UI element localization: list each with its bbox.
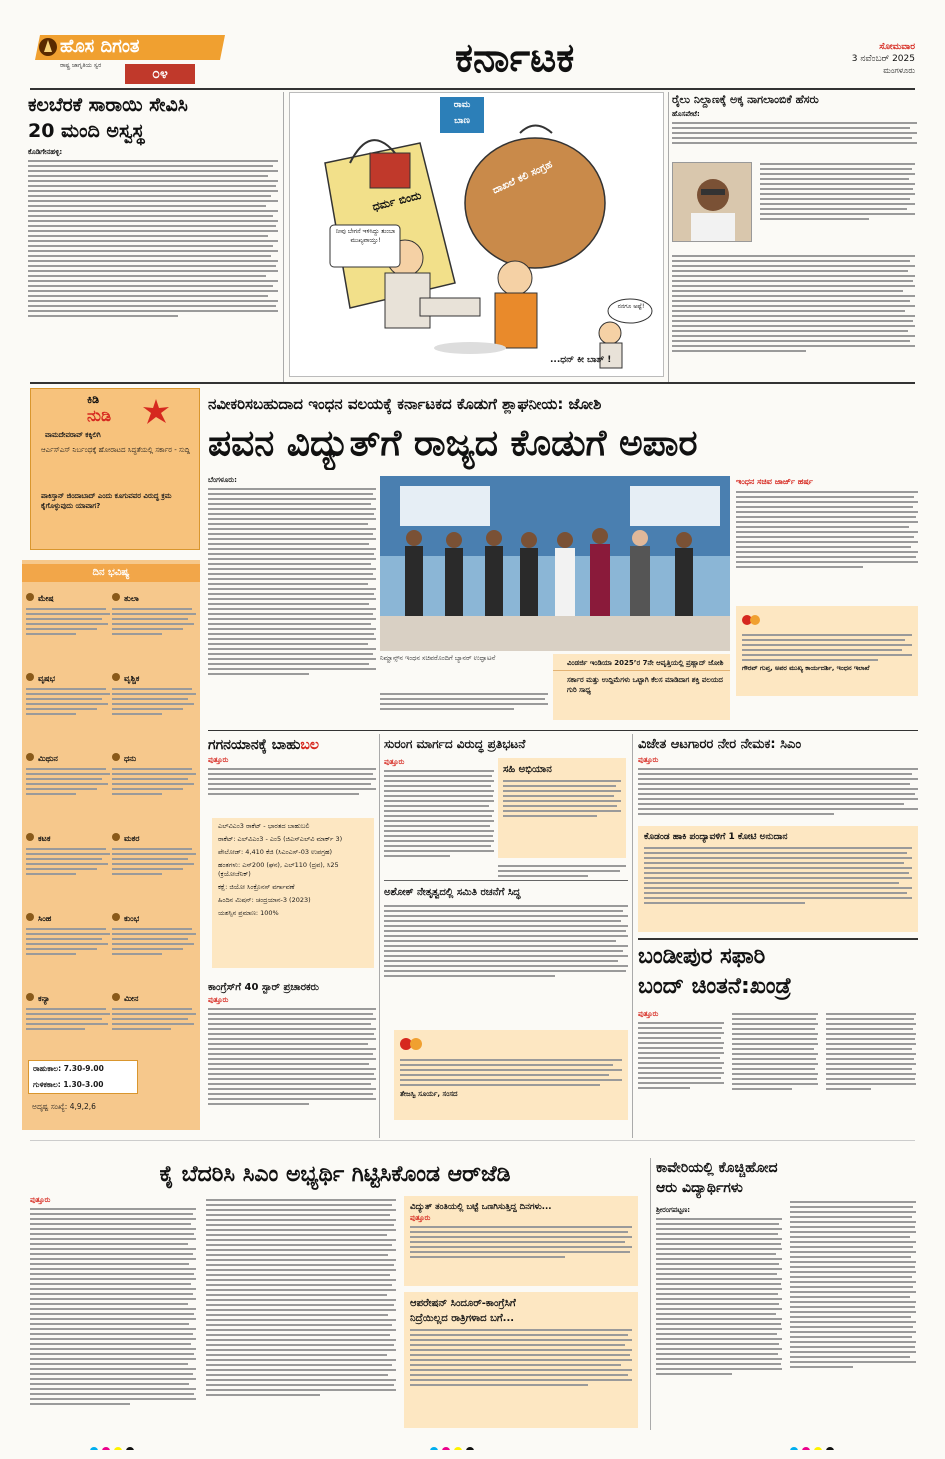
winners-box-text (644, 847, 912, 904)
column-divider (668, 92, 669, 382)
masthead-divider (30, 88, 915, 90)
lead-body-col (208, 476, 376, 716)
reg-mark-left (90, 1440, 150, 1450)
horoscope-grid (26, 586, 196, 1056)
sign-label: ಮೇಷ (38, 594, 54, 603)
bag-left-label: ಧರ್ಮ ಬಿಂದು (371, 188, 423, 214)
story-congress (208, 980, 376, 1140)
kidi-title-1: ಕಿಡಿ (87, 393, 100, 406)
sign-dhanu (112, 746, 196, 824)
winners-box (638, 826, 918, 932)
horoscope (22, 560, 200, 1130)
sign-text (26, 768, 110, 795)
sign-text (26, 688, 110, 715)
rjd-col-1 (30, 1196, 196, 1428)
sindoor-text (410, 1329, 632, 1386)
sign-mesha (26, 586, 110, 664)
person-photo-icon (673, 163, 752, 242)
section-divider (30, 1140, 915, 1141)
sidebar-quote (736, 606, 918, 696)
rjd-dateline: ಪುತ್ತೂರು (30, 1196, 51, 1204)
section-divider (384, 880, 628, 881)
story-tunnel (384, 734, 628, 894)
sign-text (112, 768, 196, 795)
spec-item: ಕಕ್ಷೆ: ಜಿಯೋ ಸಿಂಕ್ರೊನಸ್ ವರ್ಗಾವಣೆ (218, 883, 295, 891)
rail-text-lines (672, 122, 917, 144)
sign-makara (112, 826, 196, 904)
sign-text (112, 1008, 196, 1030)
sign-label: ವೃಷಭ (38, 674, 55, 683)
sindoor-headline-2: ನಿದ್ರೆಯಿಲ್ಲದ ರಾತ್ರಿಗಳಾದ ಬಗೆ... (410, 1313, 515, 1324)
congress-headline: ಕಾಂಗ್ರೆಸ್‌ಗೆ 40 ಸ್ಟಾರ್ ಪ್ರಚಾರಕರು (208, 982, 319, 993)
kaveri-dateline: ಶ್ರೀರಂಗಪಟ್ಟಣ: (656, 1206, 691, 1214)
ashok-text (384, 905, 628, 977)
sign-label: ಮಿಥುನ (38, 754, 58, 763)
section-title: ಕರ್ನಾಟಕ (455, 35, 575, 81)
electric-headline: ವಿದ್ಯುತ್ ತಂತಿಯಲ್ಲಿ ಬಟ್ಟೆ ಒಣಗಿಸುತ್ತಿದ್ದ ದಿನಗಳು... (410, 1202, 552, 1212)
kaveri-col-1 (656, 1206, 782, 1430)
tunnel-box (498, 758, 626, 858)
spec-item: ಯಶಸ್ಸಿನ ಪ್ರಮಾಣ: 100% (218, 909, 279, 917)
date-block (815, 42, 915, 86)
makara-icon (112, 833, 120, 841)
tunnel-text (384, 770, 494, 857)
lead-point-1: ವಿಂಡರ್ಜಿ ಇಂಡಿಯಾ 2025’ರ 7ನೇ ಆವೃತ್ತಿಯಲ್ಲಿ ಪ್ರಹ್ಲಾದ್ ಜೋಶಿ (553, 654, 730, 671)
tunnel-box-title: ಸಹಿ ಅಭಿಯಾನ (503, 764, 552, 775)
sign-label: ಕುಂಭ (124, 914, 140, 923)
sign-text (112, 928, 196, 955)
logo-title: ಹೊಸ ದಿಗಂತ (60, 36, 140, 57)
cartoon-speech: ನೀವು ಬೇಗನೆ ಇಳಿಸಿದ್ದು ತುಂಬಾ ಮುಖ್ಯವಾಯ್ತು! (335, 228, 396, 244)
sign-label: ಮೀನ (124, 994, 139, 1003)
rjd-headline: ಕೈ ಬೆದರಿಸಿ ಸಿಎಂ ಅಭ್ಯರ್ಥಿ ಗಿಟ್ಟಿಸಿಕೊಂಡ ಆರ್‌ಜೆಡಿ (159, 1162, 511, 1187)
cartoon-small-speech: ನನಗೂ ಅಷ್ಟೆ! (617, 303, 645, 310)
tunnel-dateline: ಪುತ್ತೂರು (384, 758, 405, 766)
sign-text (112, 608, 196, 635)
date-label: 3 ನವೆಂಬರ್ 2025 (851, 54, 915, 64)
mesha-icon (26, 593, 34, 601)
story-bandipur (638, 942, 918, 1140)
lead-points-box (553, 654, 730, 720)
sign-meena (112, 986, 196, 1056)
quote-icon (400, 1036, 422, 1052)
kaveri-text (656, 1218, 782, 1375)
bandipur-headline-1: ಬಂಡೀಪುರ ಸಫಾರಿ (638, 944, 766, 969)
sign-text (26, 1008, 110, 1030)
rjd-col-2 (206, 1196, 396, 1428)
tunnel-text-left (384, 758, 494, 888)
kanya-icon (26, 993, 34, 1001)
sign-label: ಧನು (124, 754, 137, 763)
lead-sidebar (736, 476, 918, 726)
mithuna-icon (26, 753, 34, 761)
spec-item: ಹಿಂದಿನ ಮಿಷನ್: ಚಂದ್ರಯಾನ-3 (2023) (218, 896, 311, 904)
tunnel-headline: ಸುರಂಗ ಮಾರ್ಗದ ವಿರುದ್ಧ ಪ್ರತಿಭಟನೆ (384, 737, 526, 751)
registration-marks (0, 1436, 945, 1452)
meena-icon (112, 993, 120, 1001)
spec-item: ಎಲ್‌ವಿಎಂ3 ರಾಕೆಟ್ - ಭಾರತದ ಬಾಹುಬಲಿ (218, 822, 310, 830)
lead-dateline: ಬೆಂಗಳೂರು: (208, 476, 237, 484)
kataka-icon (26, 833, 34, 841)
liquor-text-lines (28, 160, 278, 317)
sign-text (112, 688, 196, 715)
story-ashok (384, 884, 628, 1140)
sindoor-headline-1: ಆಪರೇಷನ್ ಸಿಂದೂರ್-ಕಾಂಗ್ರೆಸಿಗೆ (410, 1298, 516, 1309)
bandipur-dateline: ಪುತ್ತೂರು (638, 1010, 659, 1018)
reg-mark-right (790, 1440, 850, 1450)
rail-photo (672, 162, 752, 242)
liquor-dateline: ಕೊಡಿಗೇನಹಳ್ಳಿ: (28, 148, 63, 156)
winners-text (638, 768, 918, 815)
quote-icon (742, 613, 760, 627)
column-divider (283, 92, 284, 382)
badge-line-1: ರಾಮ (453, 100, 471, 110)
lead-point-2: ಸರ್ಕಾರ ಮತ್ತು ಉದ್ದಿಮೆಗಳು ಒಟ್ಟಾಗಿ ಕೆಲಸ ಮಾಡಿದಾಗ ಶಕ್ತಿ ವಲಯದ ಗುರಿ ಸಾಧ್ಯ (567, 676, 723, 694)
lead-kicker: ನವೀಕರಿಸಬಹುದಾದ ಇಂಧನ ವಲಯಕ್ಕೆ ಕರ್ನಾಟಕದ ಕೊಡುಗೆ ಶ್ಲಾಘನೀಯ: ಜೋಶಿ (208, 395, 602, 413)
rail-dateline: ಹೊಸಪೇಟೆ: (672, 110, 700, 118)
lead-photo-caption: ನಿಮ್ಹಾನ್ಸ್‌ನ ಇಂಧನ ಸಚಿವರೊಂದಿಗೆ ಬ್ಯಾನರ್ ಉದ್ಘಾಟನೆ (380, 654, 496, 662)
sign-text (112, 848, 196, 875)
bandipur-col-3 (826, 1010, 916, 1138)
story-sindoor (404, 1292, 638, 1428)
bandipur-col-2 (732, 1010, 818, 1138)
gaganyaan-dateline: ಪುತ್ತೂರು (208, 756, 229, 764)
reg-mark-center (430, 1440, 490, 1450)
horoscope-title: ದಿನ ಭವಿಷ್ಯ (22, 564, 200, 582)
section-divider (30, 382, 915, 384)
ashok-quote (394, 1030, 628, 1120)
spark-icon (143, 399, 169, 425)
tunnel-box-text (503, 780, 621, 817)
gaganyaan-headline-b: ಬಲ (300, 737, 319, 753)
event-photo (380, 476, 730, 651)
page-number: ೦೪ (152, 66, 168, 82)
sign-text (26, 608, 110, 635)
sign-kataka (26, 826, 110, 904)
column-divider (650, 1158, 651, 1430)
sign-mithuna (26, 746, 110, 824)
story-electric (404, 1196, 638, 1286)
day-label: ಸೋಮವಾರ (879, 42, 915, 52)
sign-text (26, 848, 110, 875)
city-label: ಮಂಗಳೂರು (883, 66, 915, 75)
cartoon-caption: ...ಧನ್ ಕೀ ಬಾತ್ ! (550, 355, 612, 365)
bag-right-label: ದಾಖಲೆ ಕಲಿ ಸಂಗ್ರಹ (491, 159, 555, 197)
sign-label: ವೃಶ್ಚಿಕ (124, 674, 140, 683)
congress-text (208, 1008, 376, 1105)
bandipur-text (638, 1022, 724, 1089)
logo[interactable] (30, 30, 230, 88)
lead-body-col-2 (380, 690, 548, 725)
lead-headline: ಪವನ ವಿದ್ಯುತ್‌ಗೆ ರಾಜ್ಯದ ಕೊಡುಗೆ ಅಪಾರ (208, 423, 698, 464)
story-gaganyaan (208, 734, 376, 974)
sidebar-quote-author: ಗೌರವ್ ಗುಪ್ತ, ಅಪರ ಮುಖ್ಯ ಕಾರ್ಯದರ್ಶಿ, ಇಂಧನ ಇಲಾಖೆ (742, 664, 870, 672)
tula-icon (112, 593, 120, 601)
liquor-body (28, 148, 278, 317)
sidebar-title: ಇಂಧನ ಸಚಿವ ಜಾರ್ಜ್ ಹರ್ಷ (736, 477, 813, 486)
kidi-nudi-box (30, 388, 200, 550)
sign-label: ಮಕರ (124, 834, 140, 843)
sign-text (26, 928, 110, 955)
cartoon (289, 92, 664, 377)
section-divider (638, 938, 918, 940)
winners-dateline: ಪುತ್ತೂರು (638, 756, 659, 764)
winners-box-title: ಕೊಡಂಡ ಹಾಕಿ ಪಂದ್ಯಾವಳಿಗೆ 1 ಕೋಟಿ ಅನುದಾನ (644, 832, 788, 842)
rahukala: ರಾಹುಕಾಲ: 7.30-9.00 (33, 1064, 104, 1073)
winners-headline: ವಿಜೇತ ಆಟಗಾರರ ನೇರ ನೇಮಕ: ಸಿಎಂ (638, 737, 802, 752)
kidi-item-1: ಆರ್ಎಸ್ಎಸ್ ನಿರ್ಬಂಧಕ್ಕೆ ಹೋರಾಟದ ಸಿದ್ಧತೆಯಲ್ಲಿ ಸರ್ಕಾರ - ಸುದ್ದಿ (41, 446, 191, 454)
kidi-byline: ವಾಮದೇವರಾವ್ ಕಕ್ಕಿಲಿಗಿ (45, 431, 101, 439)
kaveri-headline-2: ಆರು ವಿದ್ಯಾರ್ಥಿಗಳು (656, 1180, 743, 1196)
liquor-headline-1: ಕಲಬೆರಕೆ ಸಾರಾಯಿ ಸೇವಿಸಿ (28, 94, 188, 116)
rjd-text (30, 1208, 196, 1405)
vrushchika-icon (112, 673, 120, 681)
lucky-number: ಅದೃಷ್ಟ ಸಂಖ್ಯೆ: 4,9,2,6 (32, 1102, 96, 1111)
congress-dateline: ಪುತ್ತೂರು (208, 996, 229, 1004)
story-liquor (28, 92, 278, 377)
bandipur-col-1 (638, 1010, 724, 1138)
electric-dateline: ಪುತ್ತೂರು (410, 1214, 431, 1222)
section-divider (208, 730, 918, 731)
gulika: ಗುಳಿಕಕಾಲ: 1.30-3.00 (33, 1080, 104, 1089)
sign-kanya (26, 986, 110, 1056)
gaganyaan-headline-a: ಗಗನಯಾನಕ್ಕೆ ಬಾಹು (208, 737, 301, 753)
gaganyaan-specs (212, 818, 374, 968)
liquor-headline-2: 20 ಮಂದಿ ಅಸ್ವಸ್ಥ (28, 120, 145, 142)
rail-text-right (760, 160, 915, 250)
sidebar-text (736, 491, 918, 568)
sign-vrushchika (112, 666, 196, 744)
masthead (0, 0, 945, 88)
kidi-item-2: ಪಾಕಿಸ್ತಾನ್ ಜಿಂದಾಬಾದ್ ಎಂದು ಕೂಗುವವರ ವಿರುದ್ಧ ಕ್ರಮ ಕೈಗೊಳ್ಳುವುದು ಯಾವಾಗ? (41, 492, 172, 510)
kidi-title-2: ನುಡಿ (87, 406, 112, 425)
spec-item: ರಾಕೆಟ್: ಎಲ್‌ವಿಎಂ3 - ಎಂ5 (ಜಿಎಸ್‌ಎಲ್‌ವಿ ಮಾರ್ಕ್ 3) (218, 835, 343, 843)
ashok-quote-text (400, 1059, 622, 1086)
sign-vrushabha (26, 666, 110, 744)
column-divider (379, 734, 380, 1138)
logo-tagline: ರಾಷ್ಟ್ರ ಜಾಗೃತಿಯ ಸ್ವರ (60, 62, 102, 69)
sign-label: ಕಟಕ (38, 834, 51, 843)
badge-line-2: ಬಾಣ (454, 116, 470, 126)
rail-text-lower (672, 252, 915, 377)
story-rail (672, 92, 917, 377)
spec-item: ಪೇಲೋಡ್: 4,410 ಕೆಜಿ (ಸಿಎಂಎಸ್-03 ಉಪಗ್ರಹ) (218, 848, 333, 856)
dhanu-icon (112, 753, 120, 761)
quote-text (742, 634, 912, 661)
rail-headline: ರೈಲು ನಿಲ್ದಾಣಕ್ಕೆ ಅಕ್ಕ ನಾಗಲಾಂಬಿಕೆ ಹೆಸರು (672, 93, 819, 106)
gaganyaan-headline (208, 734, 376, 756)
sign-tula (112, 586, 196, 664)
sign-label: ಸಿಂಹ (38, 914, 52, 923)
bandipur-headline-2: ಬಂದ್ ಚಿಂತನೆ:ಖಂಡ್ರೆ (638, 974, 792, 999)
rahukala-box (28, 1060, 138, 1094)
ashok-quote-author: ತೇಜಸ್ವಿ ಸೂರ್ಯ, ಸಂಸದ (400, 1090, 458, 1098)
lead-photo (380, 476, 730, 651)
gaganyaan-text (208, 768, 376, 795)
kumbha-icon (112, 913, 120, 921)
kaveri-headline-1: ಕಾವೇರಿಯಲ್ಲಿ ಕೊಚ್ಚಿಹೋದ (656, 1160, 778, 1176)
vrushabha-icon (26, 673, 34, 681)
electric-text (410, 1226, 632, 1258)
sign-kumbha (112, 906, 196, 984)
spec-item: ಹಂತಗಳು: ಎಸ್200 (ಘನ), ಎಲ್110 (ದ್ರವ), ಸಿ25 (ಕ್ರಯೋಜೆನಿಕ್) (218, 861, 339, 878)
kaveri-col-2 (790, 1198, 916, 1430)
column-divider (632, 734, 633, 1138)
sign-simha (26, 906, 110, 984)
simha-icon (26, 913, 34, 921)
story-winners (638, 734, 918, 934)
sign-label: ಕನ್ಯಾ (38, 994, 50, 1003)
story-kaveri (656, 1158, 918, 1430)
ashok-headline: ಅಶೋಕ್ ನೇತೃತ್ವದಲ್ಲಿ ಸಮಿತಿ ರಚನೆಗೆ ಸಿದ್ಧ (384, 887, 521, 898)
sign-label: ತುಲಾ (124, 594, 139, 603)
rail-body (672, 110, 917, 144)
